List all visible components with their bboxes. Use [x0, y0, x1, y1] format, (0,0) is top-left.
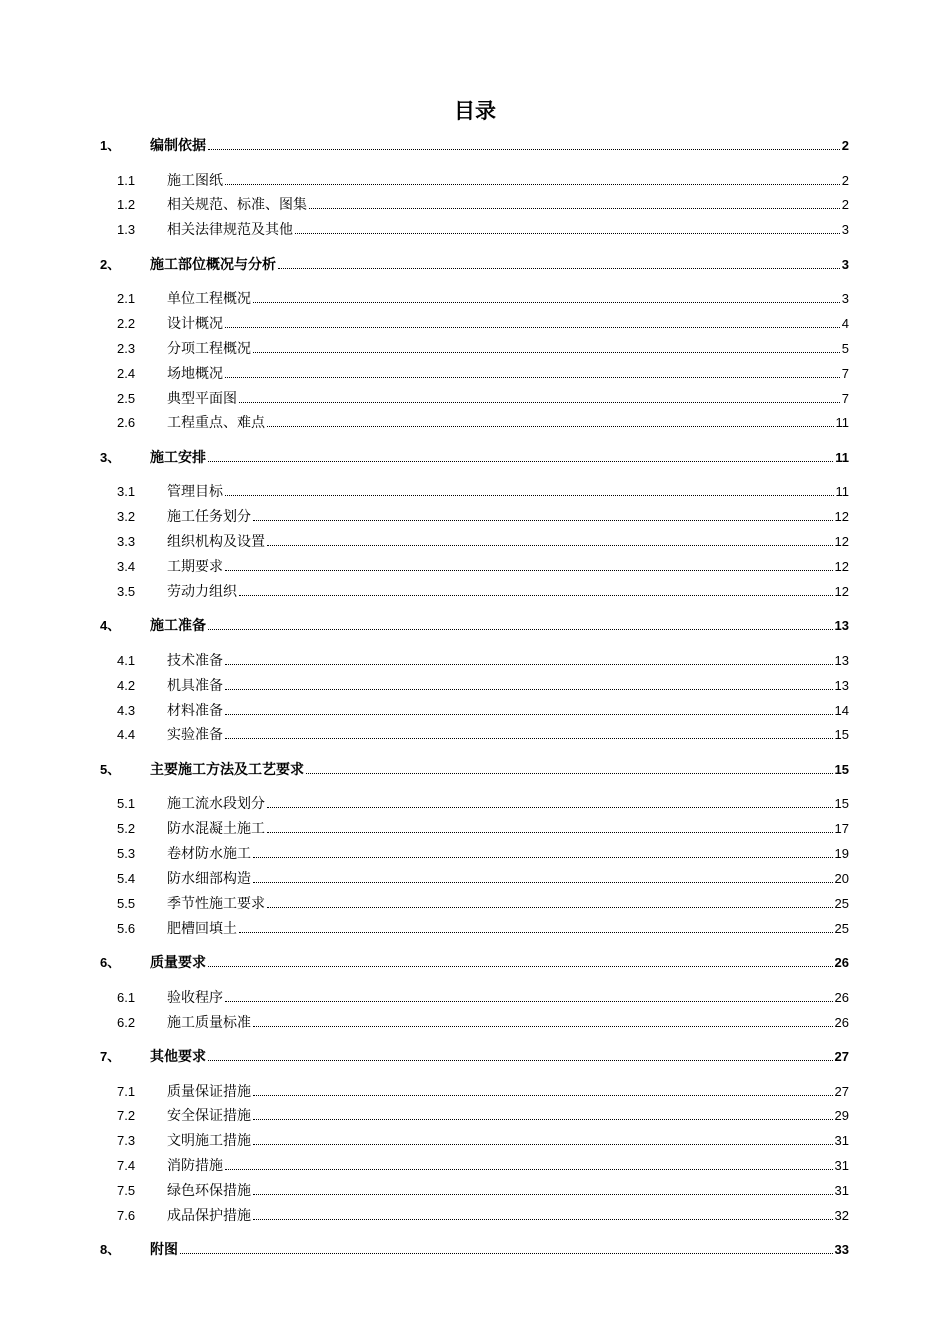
- toc-page-number: 29: [834, 1108, 849, 1124]
- toc-label: 材料准备: [167, 702, 223, 719]
- dot-leader: [225, 664, 833, 665]
- toc-label: 典型平面图: [167, 390, 237, 407]
- toc-subsection-row[interactable]: [0, 194, 950, 214]
- toc-page-number: 13: [834, 677, 849, 693]
- toc-entry: [150, 254, 849, 274]
- toc-subsection-row[interactable]: [0, 843, 950, 863]
- toc-number: 5.4: [117, 870, 136, 886]
- dot-leader: [267, 807, 833, 808]
- toc-label: 施工图纸: [167, 172, 223, 189]
- toc-subsection-row[interactable]: [0, 506, 950, 526]
- toc-section-row[interactable]: [0, 1239, 950, 1259]
- toc-number: 1.1: [117, 172, 136, 188]
- toc-page-number: 13: [834, 652, 849, 668]
- toc-subsection-row[interactable]: [0, 581, 950, 601]
- toc-label: 附图: [150, 1242, 178, 1259]
- toc-page-number: 25: [834, 920, 849, 936]
- toc-entry: [167, 194, 849, 214]
- toc-subsection-row[interactable]: [0, 481, 950, 501]
- toc-number: 8、: [100, 1242, 121, 1258]
- dot-leader: [253, 1144, 833, 1145]
- toc-label: 质量保证措施: [167, 1083, 251, 1100]
- toc-page-number: 7: [841, 390, 849, 406]
- toc-page-number: 26: [834, 1014, 849, 1030]
- toc-page-number: 3: [841, 291, 849, 307]
- page-title: 目录: [454, 99, 496, 123]
- toc-page-number: 31: [834, 1158, 849, 1174]
- toc-entry: [167, 724, 849, 744]
- toc-page-number: 13: [834, 618, 849, 634]
- dot-leader: [295, 233, 840, 234]
- toc-subsection-row[interactable]: [0, 288, 950, 308]
- toc-label: 季节性施工要求: [167, 895, 265, 912]
- toc-number: 4、: [100, 618, 121, 634]
- toc-entry: [167, 219, 849, 239]
- toc-subsection-row[interactable]: [0, 388, 950, 408]
- toc-page-number: 3: [841, 256, 849, 272]
- toc-label: 防水细部构造: [167, 870, 251, 887]
- dot-leader: [267, 426, 834, 427]
- toc-entry: [167, 481, 849, 501]
- toc-entry: [167, 1105, 849, 1125]
- toc-number: 7.3: [117, 1133, 136, 1149]
- toc-entry: [167, 363, 849, 383]
- toc-entry: [167, 506, 849, 526]
- toc-number: 6.2: [117, 1014, 136, 1030]
- toc-label: 设计概况: [167, 316, 223, 333]
- dot-leader: [225, 1169, 833, 1170]
- toc-page-number: 7: [841, 365, 849, 381]
- dot-leader: [208, 149, 840, 150]
- toc-page-number: 11: [835, 415, 849, 431]
- toc-entry: [167, 556, 849, 576]
- toc-label: 施工质量标准: [167, 1014, 251, 1031]
- toc-label: 编制依据: [150, 138, 206, 154]
- toc-label: 施工任务划分: [167, 509, 251, 526]
- toc-entry: [167, 313, 849, 333]
- toc-label: 肥槽回填土: [167, 920, 237, 937]
- toc-page-number: 2: [841, 172, 849, 188]
- toc-section-row[interactable]: [0, 1046, 950, 1066]
- toc-page-number: 26: [834, 989, 849, 1005]
- toc-entry: [167, 650, 849, 670]
- toc-label: 分项工程概况: [167, 340, 251, 357]
- toc-number: 7.5: [117, 1182, 136, 1198]
- toc-page-number: 31: [834, 1182, 849, 1198]
- toc-entry: [167, 1081, 849, 1101]
- dot-leader: [253, 1095, 833, 1096]
- toc-label: 其他要求: [150, 1049, 206, 1065]
- dot-leader: [253, 1119, 833, 1120]
- toc-label: 劳动力组织: [167, 583, 237, 600]
- toc-entry: [167, 531, 849, 551]
- toc-label: 施工流水段划分: [167, 796, 265, 813]
- toc-page-number: 33: [834, 1242, 849, 1258]
- toc-entry: [167, 581, 849, 601]
- toc-page-number: 14: [834, 702, 849, 718]
- toc-entry: [167, 388, 849, 408]
- toc-subsection-row[interactable]: [0, 1130, 950, 1150]
- dot-leader: [225, 327, 840, 328]
- dot-leader: [253, 520, 833, 521]
- toc-entry: [167, 1012, 849, 1032]
- toc-section-row[interactable]: [0, 447, 950, 467]
- toc-number: 5.2: [117, 821, 136, 837]
- toc-page-number: 3: [841, 222, 849, 238]
- toc-label: 相关法律规范及其他: [167, 222, 293, 239]
- toc-entry: [150, 759, 849, 779]
- toc-entry: [167, 412, 849, 432]
- toc-subsection-row[interactable]: [0, 818, 950, 838]
- dot-leader: [239, 932, 833, 933]
- dot-leader: [180, 1253, 833, 1254]
- toc-page-number: 15: [834, 796, 849, 812]
- dot-leader: [253, 1219, 833, 1220]
- dot-leader: [225, 570, 833, 571]
- dot-leader: [267, 545, 833, 546]
- toc-subsection-row[interactable]: [0, 556, 950, 576]
- toc-number: 4.1: [117, 652, 136, 668]
- toc-subsection-row[interactable]: [0, 987, 950, 1007]
- toc-subsection-row[interactable]: [0, 868, 950, 888]
- toc-number: 7.4: [117, 1158, 136, 1174]
- toc-subsection-row[interactable]: [0, 1081, 950, 1101]
- toc-section-row[interactable]: [0, 135, 950, 155]
- toc-number: 7.1: [117, 1083, 136, 1099]
- toc-page-number: 11: [835, 449, 849, 465]
- toc-page-number: 19: [834, 846, 849, 862]
- toc-subsection-row[interactable]: [0, 412, 950, 432]
- toc-label: 文明施工措施: [167, 1133, 251, 1150]
- toc-number: 2.2: [117, 316, 136, 332]
- toc-subsection-row[interactable]: [0, 918, 950, 938]
- dot-leader: [225, 377, 840, 378]
- toc-number: 2.5: [117, 390, 136, 406]
- toc-entry: [167, 1130, 849, 1150]
- dot-leader: [306, 773, 833, 774]
- dot-leader: [253, 1026, 833, 1027]
- toc-subsection-row[interactable]: [0, 1155, 950, 1175]
- dot-leader: [253, 882, 833, 883]
- toc-label: 工期要求: [167, 559, 223, 575]
- toc-subsection-row[interactable]: [0, 1180, 950, 1200]
- toc-number: 3.3: [117, 534, 136, 550]
- toc-page-number: 17: [834, 821, 849, 837]
- toc-entry: [167, 868, 849, 888]
- dot-leader: [208, 1060, 833, 1061]
- dot-leader: [225, 495, 834, 496]
- toc-subsection-row[interactable]: [0, 793, 950, 813]
- toc-label: 主要施工方法及工艺要求: [150, 761, 304, 778]
- toc-label: 施工部位概况与分析: [150, 256, 276, 273]
- toc-entry: [167, 338, 849, 358]
- toc-entry: [167, 675, 849, 695]
- toc-entry: [150, 1239, 849, 1259]
- dot-leader: [225, 689, 833, 690]
- dot-leader: [225, 184, 840, 185]
- toc-page-number: 15: [834, 761, 849, 777]
- toc-number: 3、: [100, 449, 121, 465]
- toc-section-row[interactable]: [0, 759, 950, 779]
- toc-page-number: 15: [834, 727, 849, 743]
- toc-subsection-row[interactable]: [0, 675, 950, 695]
- toc-subsection-row[interactable]: [0, 170, 950, 190]
- toc-number: 2.1: [117, 291, 136, 307]
- toc-label: 工程重点、难点: [167, 415, 265, 432]
- toc-page-number: 26: [834, 955, 849, 971]
- toc-label: 技术准备: [167, 652, 223, 669]
- toc-label: 机具准备: [167, 677, 223, 694]
- toc-label: 组织机构及设置: [167, 534, 265, 551]
- toc-page-number: 2: [841, 138, 849, 153]
- toc-entry: [167, 793, 849, 813]
- toc-number: 5、: [100, 761, 121, 777]
- toc-page-number: 27: [834, 1049, 849, 1064]
- toc-number: 3.4: [117, 559, 136, 574]
- toc-number: 5.6: [117, 920, 136, 936]
- toc-number: 5.1: [117, 796, 136, 812]
- toc-entry: [167, 700, 849, 720]
- toc-label: 施工准备: [150, 618, 206, 635]
- toc-number: 2.6: [117, 415, 136, 431]
- toc-number: 7.6: [117, 1207, 136, 1223]
- toc-entry: [167, 1155, 849, 1175]
- toc-number: 1.3: [117, 222, 136, 238]
- toc-number: 3.1: [117, 484, 136, 500]
- toc-number: 1、: [100, 138, 121, 153]
- toc-label: 场地概况: [167, 365, 223, 382]
- toc-entry: [167, 818, 849, 838]
- toc-page-number: 12: [834, 509, 849, 525]
- toc-entry: [167, 843, 849, 863]
- toc-number: 5.5: [117, 895, 136, 911]
- toc-section-row[interactable]: [0, 952, 950, 972]
- dot-leader: [278, 268, 840, 269]
- toc-page-number: 2: [841, 197, 849, 213]
- toc-entry: [167, 918, 849, 938]
- toc-label: 消防措施: [167, 1158, 223, 1175]
- toc-entry: [167, 288, 849, 308]
- toc-subsection-row[interactable]: [0, 650, 950, 670]
- toc-number: 2.3: [117, 340, 136, 356]
- toc-entry: [167, 987, 849, 1007]
- dot-leader: [267, 907, 833, 908]
- toc-page-number: 32: [834, 1207, 849, 1223]
- toc-page-number: 20: [834, 870, 849, 886]
- toc-number: 3.2: [117, 509, 136, 525]
- toc-entry: [167, 170, 849, 190]
- toc-entry: [167, 1205, 849, 1225]
- toc-page-number: 12: [834, 583, 849, 599]
- toc-entry: [150, 615, 849, 635]
- dot-leader: [225, 1001, 833, 1002]
- toc-number: 3.5: [117, 583, 136, 599]
- toc-label: 防水混凝土施工: [167, 821, 265, 838]
- dot-leader: [253, 857, 833, 858]
- toc-entry: [150, 135, 849, 155]
- toc-label: 卷材防水施工: [167, 846, 251, 863]
- toc-subsection-row[interactable]: [0, 893, 950, 913]
- toc-label: 管理目标: [167, 484, 223, 501]
- dot-leader: [208, 966, 833, 967]
- dot-leader: [208, 461, 833, 462]
- toc-subsection-row[interactable]: [0, 338, 950, 358]
- toc-page-number: 12: [834, 559, 849, 574]
- toc-number: 5.3: [117, 846, 136, 862]
- toc-subsection-row[interactable]: [0, 724, 950, 744]
- toc-section-row[interactable]: [0, 254, 950, 274]
- toc-number: 6、: [100, 955, 121, 971]
- toc-page-number: 11: [835, 484, 849, 500]
- toc-number: 1.2: [117, 197, 136, 213]
- toc-entry: [150, 447, 849, 467]
- dot-leader: [309, 208, 840, 209]
- toc-label: 施工安排: [150, 449, 206, 466]
- toc-subsection-row[interactable]: [0, 1205, 950, 1225]
- toc-subsection-row[interactable]: [0, 363, 950, 383]
- dot-leader: [253, 352, 840, 353]
- toc-label: 验收程序: [167, 989, 223, 1006]
- toc-number: 2.4: [117, 365, 136, 381]
- dot-leader: [267, 832, 833, 833]
- toc-entry: [150, 1046, 849, 1066]
- toc-subsection-row[interactable]: [0, 700, 950, 720]
- toc-number: 4.3: [117, 702, 136, 718]
- toc-subsection-row[interactable]: [0, 531, 950, 551]
- toc-page-number: 4: [841, 316, 849, 332]
- toc-section-row[interactable]: [0, 615, 950, 635]
- toc-label: 安全保证措施: [167, 1108, 251, 1125]
- toc-subsection-row[interactable]: [0, 1012, 950, 1032]
- toc-number: 4.2: [117, 677, 136, 693]
- toc-subsection-row[interactable]: [0, 219, 950, 239]
- toc-number: 7、: [100, 1049, 121, 1064]
- dot-leader: [253, 1194, 833, 1195]
- dot-leader: [225, 714, 833, 715]
- toc-label: 成品保护措施: [167, 1207, 251, 1224]
- toc-subsection-row[interactable]: [0, 313, 950, 333]
- toc-label: 单位工程概况: [167, 291, 251, 308]
- toc-label: 绿色环保措施: [167, 1182, 251, 1199]
- toc-entry: [167, 893, 849, 913]
- toc-page-number: 5: [841, 340, 849, 356]
- toc-page-number: 12: [834, 534, 849, 550]
- dot-leader: [239, 402, 840, 403]
- toc-subsection-row[interactable]: [0, 1105, 950, 1125]
- dot-leader: [239, 595, 833, 596]
- toc-entry: [150, 952, 849, 972]
- toc-label: 实验准备: [167, 727, 223, 744]
- dot-leader: [253, 302, 840, 303]
- toc-number: 4.4: [117, 727, 136, 743]
- dot-leader: [225, 738, 833, 739]
- dot-leader: [208, 629, 833, 630]
- toc-label: 相关规范、标准、图集: [167, 197, 307, 214]
- toc-page-number: 31: [834, 1133, 849, 1149]
- toc-entry: [167, 1180, 849, 1200]
- toc-number: 2、: [100, 256, 121, 272]
- toc-page-number: 27: [834, 1083, 849, 1099]
- toc-number: 6.1: [117, 989, 136, 1005]
- toc-page-number: 25: [834, 895, 849, 911]
- toc-number: 7.2: [117, 1108, 136, 1124]
- toc-label: 质量要求: [150, 955, 206, 972]
